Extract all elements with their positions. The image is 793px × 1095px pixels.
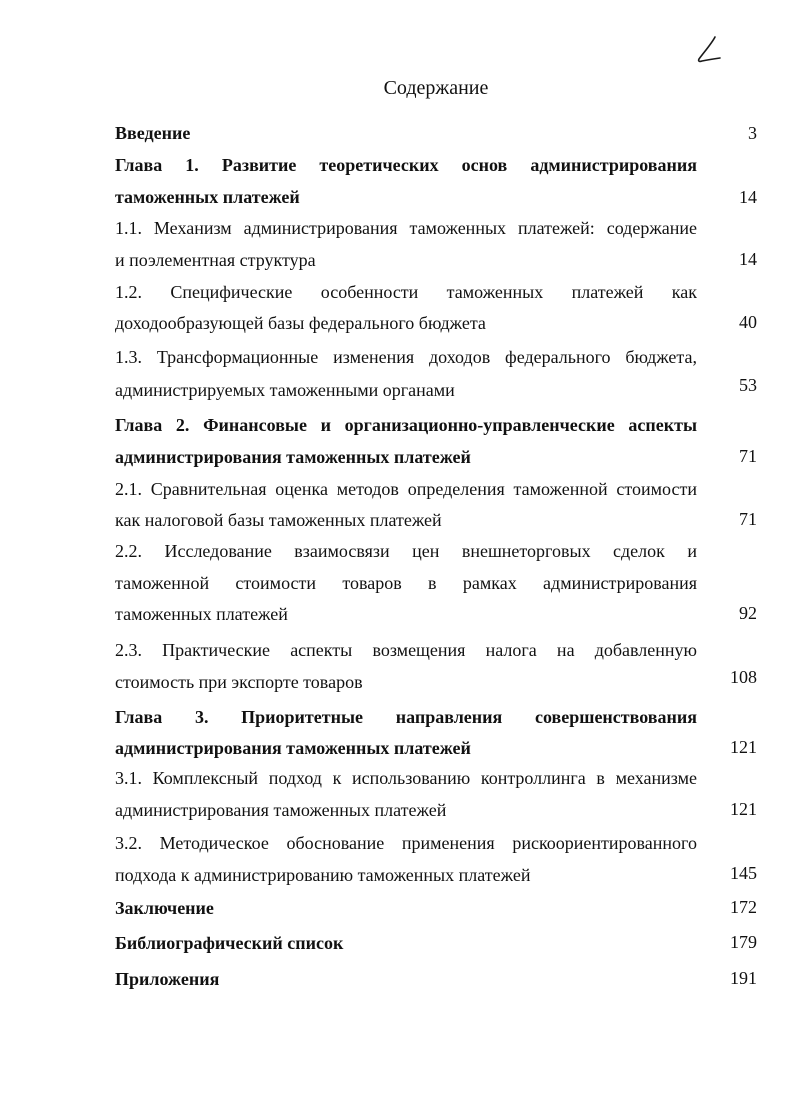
toc-entry-line: и поэлементная структура (115, 250, 316, 270)
toc-entry-line: доходообразующей базы федерального бюджета (115, 313, 486, 333)
toc-entry-line: 2.3. Практические аспекты возмещения налога на добавленную (115, 640, 697, 660)
toc-entry-line: как налоговой базы таможенных платежей (115, 510, 442, 530)
toc-page-number: 121 (730, 737, 757, 757)
toc-entry-line: таможенных платежей (115, 187, 300, 207)
toc-entry-line: Глава 2. Финансовые и организационно-управленческие аспекты (115, 415, 697, 435)
toc-page-number: 172 (730, 897, 757, 917)
toc-page-number: 40 (739, 312, 757, 332)
toc-entry-line: Глава 1. Развитие теоретических основ администрирования (115, 155, 697, 175)
toc-entry-line: администрирования таможенных платежей (115, 800, 447, 820)
toc-entry-line: стоимость при экспорте товаров (115, 672, 363, 692)
toc-entry-line: 2.2. Исследование взаимосвязи цен внешнеторговых сделок и (115, 541, 697, 561)
toc-entry-line: Заключение (115, 898, 214, 918)
toc-entry-line: Библиографический список (115, 933, 344, 953)
toc-entry-line: Введение (115, 123, 191, 143)
toc-entry-line: администрируемых таможенными органами (115, 380, 455, 400)
toc-entry-line: 1.1. Механизм администрирования таможенных платежей: содержание (115, 218, 697, 238)
toc-page-number: 53 (739, 375, 757, 395)
page-title: Содержание (383, 77, 489, 99)
toc-entry-line: 3.1. Комплексный подход к использованию контроллинга в механизме (115, 768, 697, 788)
toc-entry-line: подхода к администрированию таможенных платежей (115, 865, 531, 885)
toc-page-number: 108 (730, 667, 757, 687)
handwritten-page-number (690, 34, 726, 66)
toc-page-number: 71 (739, 509, 757, 529)
toc-page-number: 14 (739, 187, 757, 207)
toc-entry-line: таможенных платежей (115, 604, 288, 624)
toc-page-number: 3 (748, 123, 757, 143)
toc-page-number: 121 (730, 799, 757, 819)
toc-entry-line: Глава 3. Приоритетные направления совершенствования (115, 707, 697, 727)
toc-entry-line: 2.1. Сравнительная оценка методов определения таможенной стоимости (115, 479, 697, 499)
toc-entry-line: администрирования таможенных платежей (115, 447, 471, 467)
toc-page-number: 92 (739, 603, 757, 623)
toc-page-number: 179 (730, 932, 757, 952)
toc-page-number: 191 (730, 968, 757, 988)
toc-entry-line: Приложения (115, 969, 220, 989)
toc-entry-line: таможенной стоимости товаров в рамках администрирования (115, 573, 697, 593)
toc-entry-line: 1.2. Специфические особенности таможенных платежей как (115, 282, 697, 302)
toc-entry-line: 1.3. Трансформационные изменения доходов федерального бюджета, (115, 347, 697, 367)
toc-entry-line: 3.2. Методическое обоснование применения рискоориентированного (115, 833, 697, 853)
toc-page-number: 145 (730, 863, 757, 883)
toc-entry-line: администрирования таможенных платежей (115, 738, 471, 758)
toc-page-number: 71 (739, 446, 757, 466)
toc-page-number: 14 (739, 249, 757, 269)
